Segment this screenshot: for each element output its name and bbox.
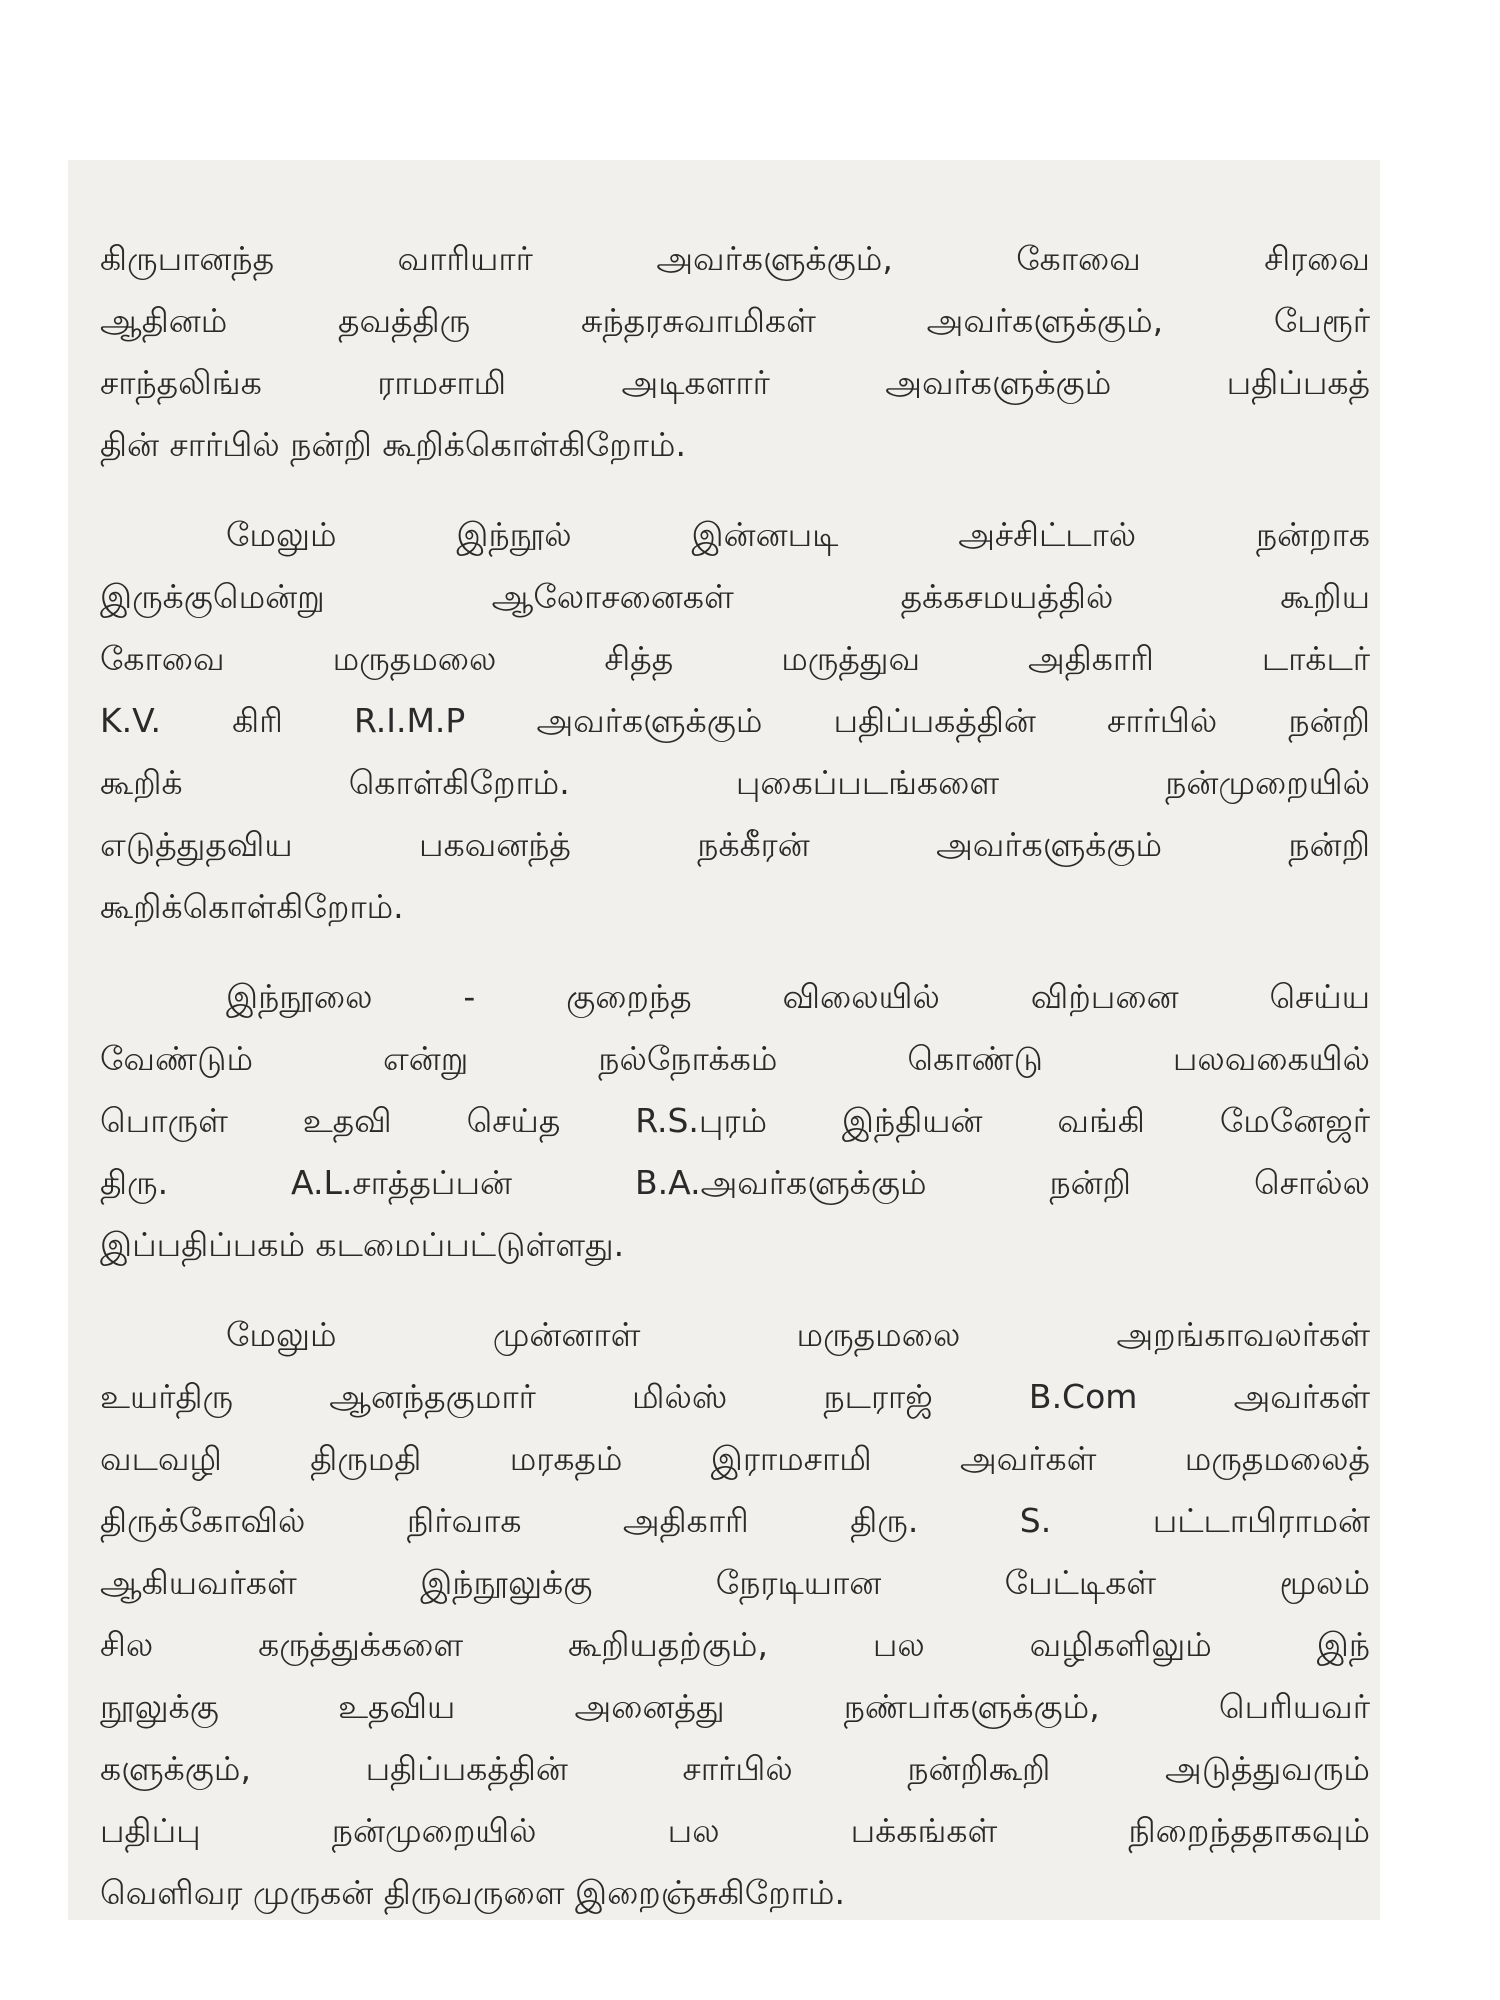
text-line: K.V. கிரி R.I.M.P அவர்களுக்கும் பதிப்பகத்தின் சார்பில் நன்றி — [100, 701, 1370, 740]
text-line: கிருபானந்த வாரியார் அவர்களுக்கும், கோவை சிரவை — [100, 239, 1370, 278]
text-line: தின் சார்பில் நன்றி கூறிக்கொள்கிறோம். — [100, 425, 686, 464]
text-line: கூறிக் கொள்கிறோம். புகைப்படங்களை நன்முறையில் — [100, 763, 1370, 802]
text-line: உயர்திரு ஆனந்தகுமார் மில்ஸ் நடராஜ் B.Com அவர்கள் — [100, 1377, 1370, 1416]
text-line: மேலும் இந்நூல் இன்னபடி அச்சிட்டால் நன்றாக — [226, 515, 1370, 554]
text-line: வடவழி திருமதி மரகதம் இராமசாமி அவர்கள் மருதமலைத் — [100, 1439, 1370, 1478]
text-line: ஆகியவர்கள் இந்நூலுக்கு நேரடியான பேட்டிகள் மூலம் — [100, 1563, 1370, 1602]
text-line: இருக்குமென்று ஆலோசனைகள் தக்கசமயத்தில் கூறிய — [100, 577, 1370, 616]
paragraph-1 — [100, 228, 1370, 476]
text-line: வெளிவர முருகன் திருவருளை இறைஞ்சுகிறோம். — [100, 1873, 845, 1912]
paragraph-2 — [100, 504, 1370, 938]
paragraph-3 — [100, 966, 1370, 1276]
text-line: பதிப்பு நன்முறையில் பல பக்கங்கள் நிறைந்ததாகவும் — [100, 1811, 1370, 1850]
text-line: பொருள் உதவி செய்த R.S.புரம் இந்தியன் வங்கி மேனேஜர் — [100, 1101, 1370, 1140]
text-line: சாந்தலிங்க ராமசாமி அடிகளார் அவர்களுக்கும் பதிப்பகத் — [100, 363, 1370, 402]
text-line: எடுத்துதவிய பகவனந்த் நக்கீரன் அவர்களுக்கும் நன்றி — [100, 825, 1370, 864]
text-line: இந்நூலை - குறைந்த விலையில் விற்பனை செய்ய — [226, 977, 1370, 1016]
document-body — [100, 228, 1370, 1952]
text-line: கூறிக்கொள்கிறோம். — [100, 887, 404, 926]
paragraph-4 — [100, 1304, 1370, 1924]
text-line: மேலும் முன்னாள் மருதமலை அறங்காவலர்கள் — [226, 1315, 1370, 1354]
text-line: திருக்கோவில் நிர்வாக அதிகாரி திரு. S. பட்டாபிராமன் — [100, 1501, 1370, 1540]
text-line: ஆதினம் தவத்திரு சுந்தரசுவாமிகள் அவர்களுக்கும், பேரூர் — [100, 301, 1370, 340]
text-line: கோவை மருதமலை சித்த மருத்துவ அதிகாரி டாக்டர் — [100, 639, 1370, 678]
text-line: இப்பதிப்பகம் கடமைப்பட்டுள்ளது. — [100, 1225, 625, 1264]
text-line: சில கருத்துக்களை கூறியதற்கும், பல வழிகளிலும் இந் — [100, 1625, 1370, 1664]
text-line: திரு. A.L.சாத்தப்பன் B.A.அவர்களுக்கும் நன்றி சொல்ல — [100, 1163, 1370, 1202]
text-line: நூலுக்கு உதவிய அனைத்து நண்பர்களுக்கும், பெரியவர் — [100, 1687, 1370, 1726]
text-line: களுக்கும், பதிப்பகத்தின் சார்பில் நன்றிகூறி அடுத்துவரும் — [100, 1749, 1370, 1788]
text-line: வேண்டும் என்று நல்நோக்கம் கொண்டு பலவகையில் — [100, 1039, 1370, 1078]
